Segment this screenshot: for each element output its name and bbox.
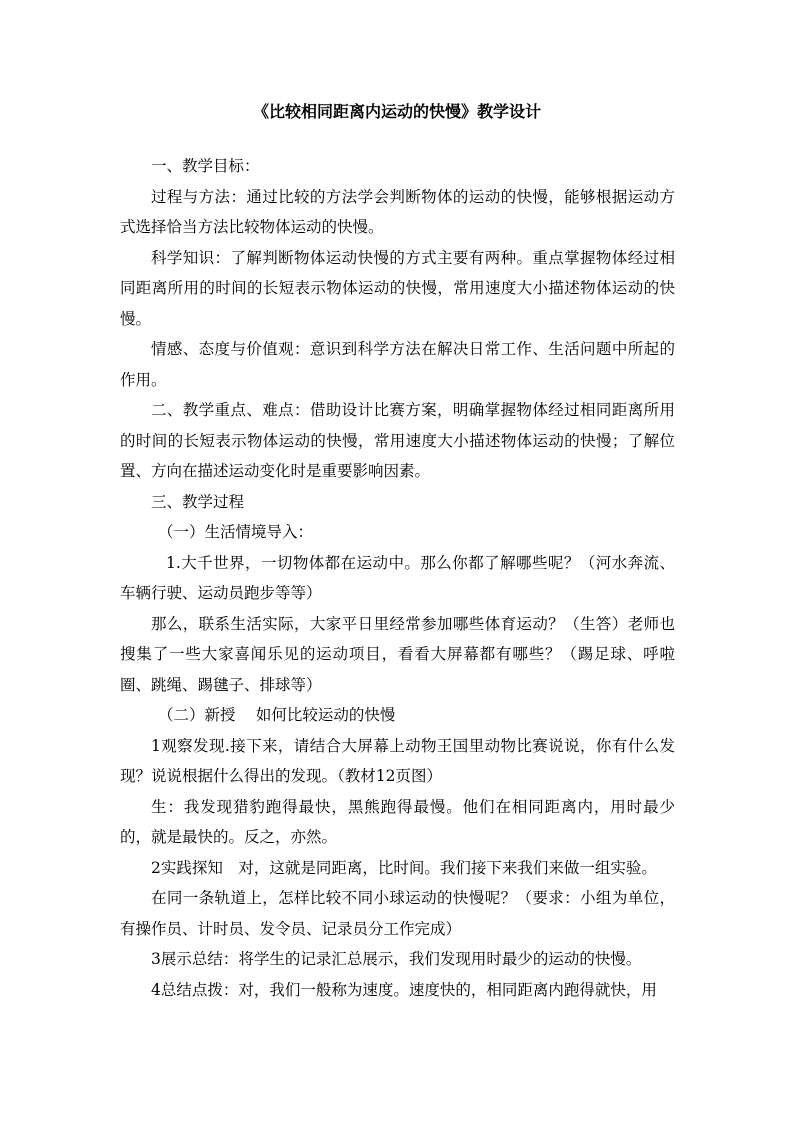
paragraph-process-method: 过程与方法：通过比较的方法学会判断物体的运动的快慢，能够根据运动方式选择恰当方法比较物体运动的快慢。: [120, 187, 675, 236]
paragraph-world-in-motion: 1.大千世界，一切物体都在运动中。那么你都了解哪些呢？（河水奔流、车辆行驶、运动员跑步等等）: [120, 553, 675, 602]
paragraph-summary-guidance: 4总结点拨：对，我们一般称为速度。速度快的，相同距离内跑得就快，用: [151, 980, 657, 999]
subsection-heading-intro: （一）生活情境导入：: [158, 523, 314, 541]
document-title: 《比较相同距离内运动的快慢》教学设计: [252, 102, 541, 121]
section-heading-process: 三、教学过程: [151, 492, 245, 511]
paragraph-track-experiment: 在同一条轨道上，怎样比较不同小球运动的快慢呢？（要求：小组为单位，有操作员、计时员、发令员、记录员分工作完成）: [120, 889, 675, 938]
paragraph-science-knowledge: 科学知识：了解判断物体运动快慢的方式主要有两种。重点掌握物体经过相同距离所用的时间的长短表示物体运动的快慢，常用速度大小描述物体运动的快慢。: [120, 248, 675, 328]
subsection-heading-new-lesson: （二）新授 如何比较运动的快慢: [158, 706, 396, 724]
paragraph-emotion-attitude: 情感、态度与价值观：意识到科学方法在解决日常工作、生活问题中所起的作用。: [120, 340, 675, 389]
paragraph-sports-activities: 那么，联系生活实际，大家平日里经常参加哪些体育运动？（生答）老师也搜集了一些大家喜闻乐见的运动项目，看看大屏幕都有哪些？（踢足球、呼啦圈、跳绳、踢毽子、排球等）: [120, 614, 675, 694]
paragraph-display-summary: 3展示总结：将学生的记录汇总展示，我们发现用时最少的运动的快慢。: [151, 950, 642, 968]
section-heading-objectives: 一、教学目标：: [151, 157, 260, 175]
paragraph-student-answer: 生：我发现猎豹跑得最快，黑熊跑得最慢。他们在相同距离内，用时最少的，就是最快的。反之，亦然。: [120, 797, 675, 846]
paragraph-practice-explore: 2实践探知 对，这就是同距离，比时间。我们接下来我们来做一组实验。: [151, 858, 657, 877]
paragraph-observe-discover: 1观察发现.接下来，请结合大屏幕上动物王国里动物比赛说说，你有什么发现？说说根据什么得出的发现。（教材12页图）: [120, 736, 675, 785]
document-body: [120, 151, 675, 1005]
section-heading-key-points: 二、教学重点、难点：借助设计比赛方案，明确掌握物体经过相同距离所用的时间的长短表示物体运动的快慢，常用速度大小描述物体运动的快慢；了解位置、方向在描述运动变化时是重要影响因素。: [120, 401, 675, 480]
